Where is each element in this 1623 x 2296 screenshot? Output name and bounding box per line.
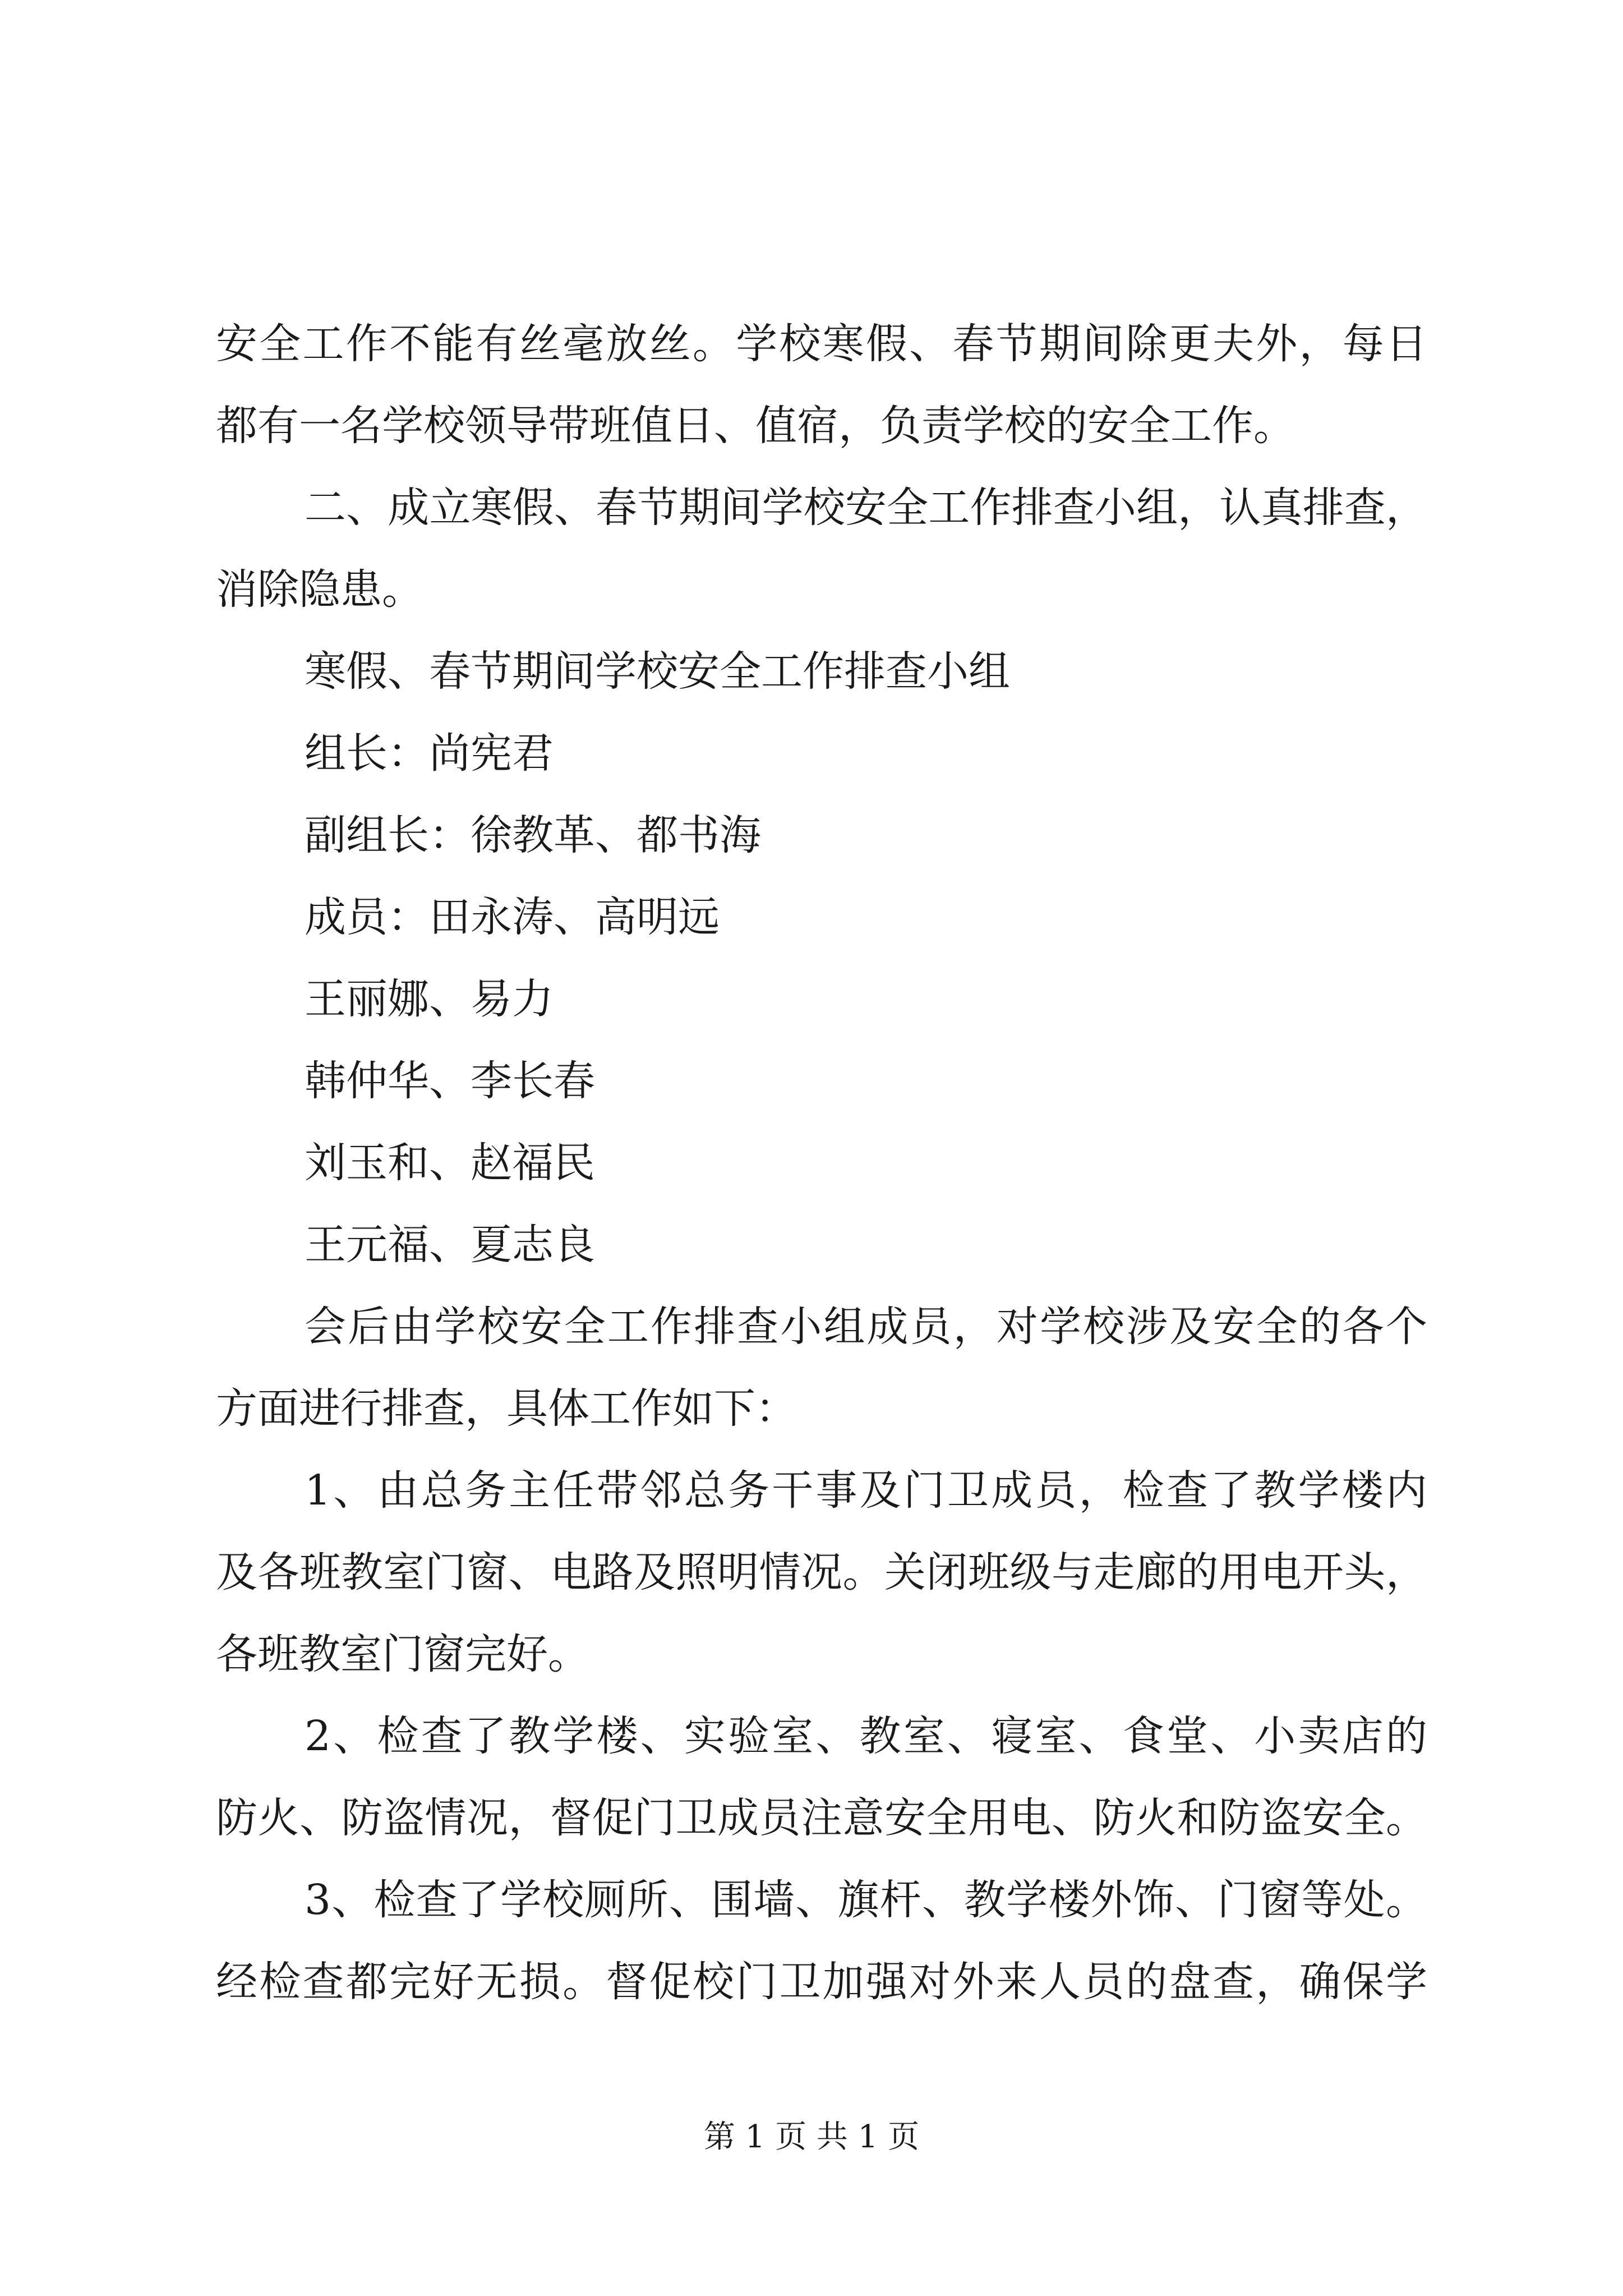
text-line: 都有一名学校领导带班值日、值宿，负责学校的安全工作。 — [216, 402, 1295, 450]
text-line: 王元福、夏志良 — [305, 1221, 595, 1269]
text-line: 成员：田永涛、高明远 — [305, 893, 720, 941]
text-line: 王丽娜、易力 — [305, 975, 554, 1023]
text-line: 安全工作不能有丝毫放丝。学校寒假、春节期间除更夫外，每日 — [216, 320, 1427, 368]
text-line: 刘玉和、赵福民 — [305, 1139, 595, 1187]
text-line: 副组长：徐教革、都书海 — [305, 811, 761, 859]
text-line: 二、成立寒假、春节期间学校安全工作排查小组，认真排查， — [305, 484, 1427, 532]
text-line: 各班教室门窗完好。 — [216, 1630, 589, 1678]
text-line: 3、检查了学校厕所、围墙、旗杆、教学楼外饰、门窗等处。 — [305, 1876, 1427, 1924]
page-footer: 第 1 页 共 1 页 — [703, 2119, 920, 2155]
text-line: 寒假、春节期间学校安全工作排查小组 — [305, 647, 1010, 696]
text-line: 1、由总务主任带邻总务干事及门卫成员，检查了教学楼内 — [305, 1466, 1427, 1515]
document-body — [216, 303, 1427, 2023]
text-line: 韩仲华、李长春 — [305, 1057, 595, 1105]
text-line: 防火、防盗情况，督促门卫成员注意安全用电、防火和防盗安全。 — [216, 1794, 1427, 1842]
text-line: 会后由学校安全工作排查小组成员，对学校涉及安全的各个 — [305, 1303, 1427, 1351]
text-line: 消除隐患。 — [216, 565, 423, 614]
text-line: 方面进行排查，具体工作如下： — [216, 1384, 797, 1433]
text-line: 及各班教室门窗、电路及照明情况。关闭班级与走廊的用电开头， — [216, 1548, 1427, 1596]
text-line: 组长：尚宪君 — [305, 729, 554, 777]
text-line: 经检查都完好无损。督促校门卫加强对外来人员的盘查，确保学 — [216, 1958, 1427, 2006]
text-line: 2、检查了教学楼、实验室、教室、寝室、食堂、小卖店的 — [305, 1712, 1427, 1760]
